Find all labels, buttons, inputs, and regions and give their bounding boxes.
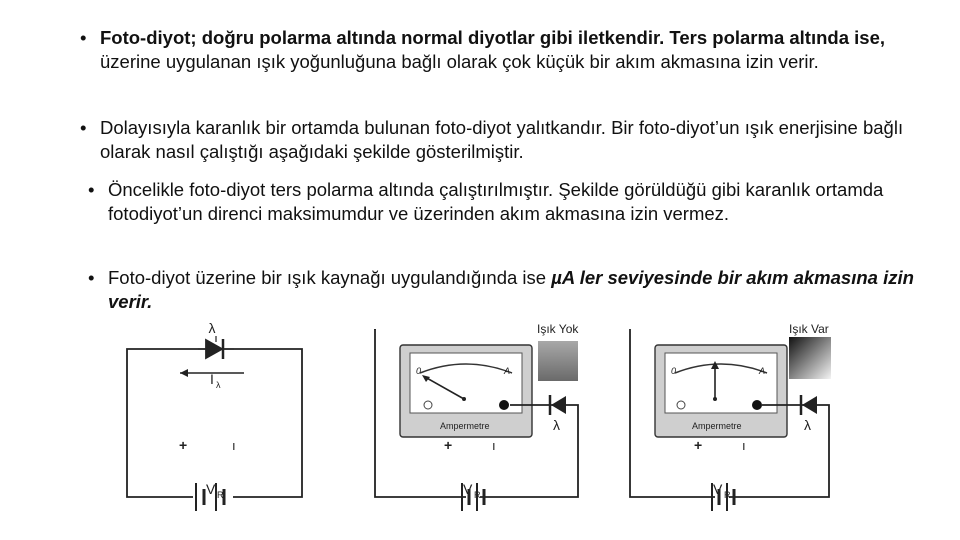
circuit-3-plus: +	[694, 437, 703, 453]
bullet-3-text: Öncelikle foto-diyot ters polarma altında çalıştırılmıştır. Şekilde görüldüğü gibi karanlık ortamda fotodiyot’un direnci maksimumdur ve üzerinden akım akmasına izin vermez.	[108, 179, 884, 224]
bullet-1-bold: Foto-diyot; doğru polarma altında normal diyotlar gibi iletkendir. Ters polarma altında ise,	[100, 27, 885, 48]
circuit-2-source: V	[463, 481, 473, 497]
photodiode-figure	[0, 300, 960, 540]
photodiode-circuits-svg	[0, 300, 960, 540]
circuit-2-amp-symbol: A	[504, 366, 511, 376]
ammeter-terminal-left	[424, 401, 432, 409]
circuit-3-meter-label: Ampermetre	[692, 421, 742, 431]
circuit-1-current-sub: λ	[216, 380, 221, 390]
circuit-2	[375, 329, 578, 511]
circuit-3-amp-symbol: A	[759, 366, 766, 376]
circuit-2-minus: ı	[492, 438, 496, 453]
bullet-2-text: Dolayısıyla karanlık bir ortamda bulunan foto-diyot yalıtkandır. Bir foto-diyot’un ışık enerjisine bağlı olarak nasıl çalıştığı aşağıdaki şekilde gösterilmiştir.	[100, 117, 904, 162]
circuit-3-caption: Işık Var	[789, 322, 829, 336]
circuit-1-current: I	[210, 371, 214, 387]
circuit-3-source-sub: R	[724, 490, 731, 500]
dark-square	[538, 341, 578, 381]
circuit-2-meter-label: Ampermetre	[440, 421, 490, 431]
ammeter-terminal-right	[499, 400, 509, 410]
circuit-1-minus: ı	[232, 438, 236, 453]
bullet-dot: •	[88, 179, 95, 200]
circuit-2-source-sub: R	[474, 490, 481, 500]
circuit-3-lambda: λ	[804, 417, 811, 433]
circuit-2-caption: Işık Yok	[537, 322, 579, 336]
bullet-4-bolditalic: µA ler seviyesinde bir akım akmasına izin verir.	[108, 267, 914, 312]
bullet-3	[88, 178, 888, 226]
ammeter-terminal-left	[677, 401, 685, 409]
bullet-4-text: Foto-diyot üzerine bir ışık kaynağı uygulandığında ise	[108, 267, 552, 288]
circuit-2-plus: +	[444, 437, 453, 453]
circuit-1-source: V	[206, 481, 216, 497]
light-square	[789, 337, 831, 379]
bullet-dot: •	[88, 267, 95, 288]
bullet-2	[80, 116, 930, 164]
circuit-1-source-sub: R	[217, 490, 224, 500]
bullet-1	[80, 26, 900, 74]
circuit-3-minus: ı	[742, 438, 746, 453]
circuit-1-wire	[127, 349, 302, 497]
bullet-1-text: üzerine uygulanan ışık yoğunluğuna bağlı olarak çok küçük bir akım akmasına izin verir.	[100, 51, 819, 72]
circuit-1-plus: +	[179, 437, 188, 453]
circuit-1-lambda: λ	[208, 320, 216, 336]
bullet-dot: •	[80, 27, 87, 48]
ammeter-terminal-right	[752, 400, 762, 410]
circuit-2-lambda: λ	[553, 417, 560, 433]
circuit-2-zero: 0	[416, 366, 422, 376]
circuit-3-zero: 0	[671, 366, 677, 376]
circuit-3-source: V	[713, 481, 723, 497]
circuit-3	[630, 329, 831, 511]
bullet-dot: •	[80, 117, 87, 138]
